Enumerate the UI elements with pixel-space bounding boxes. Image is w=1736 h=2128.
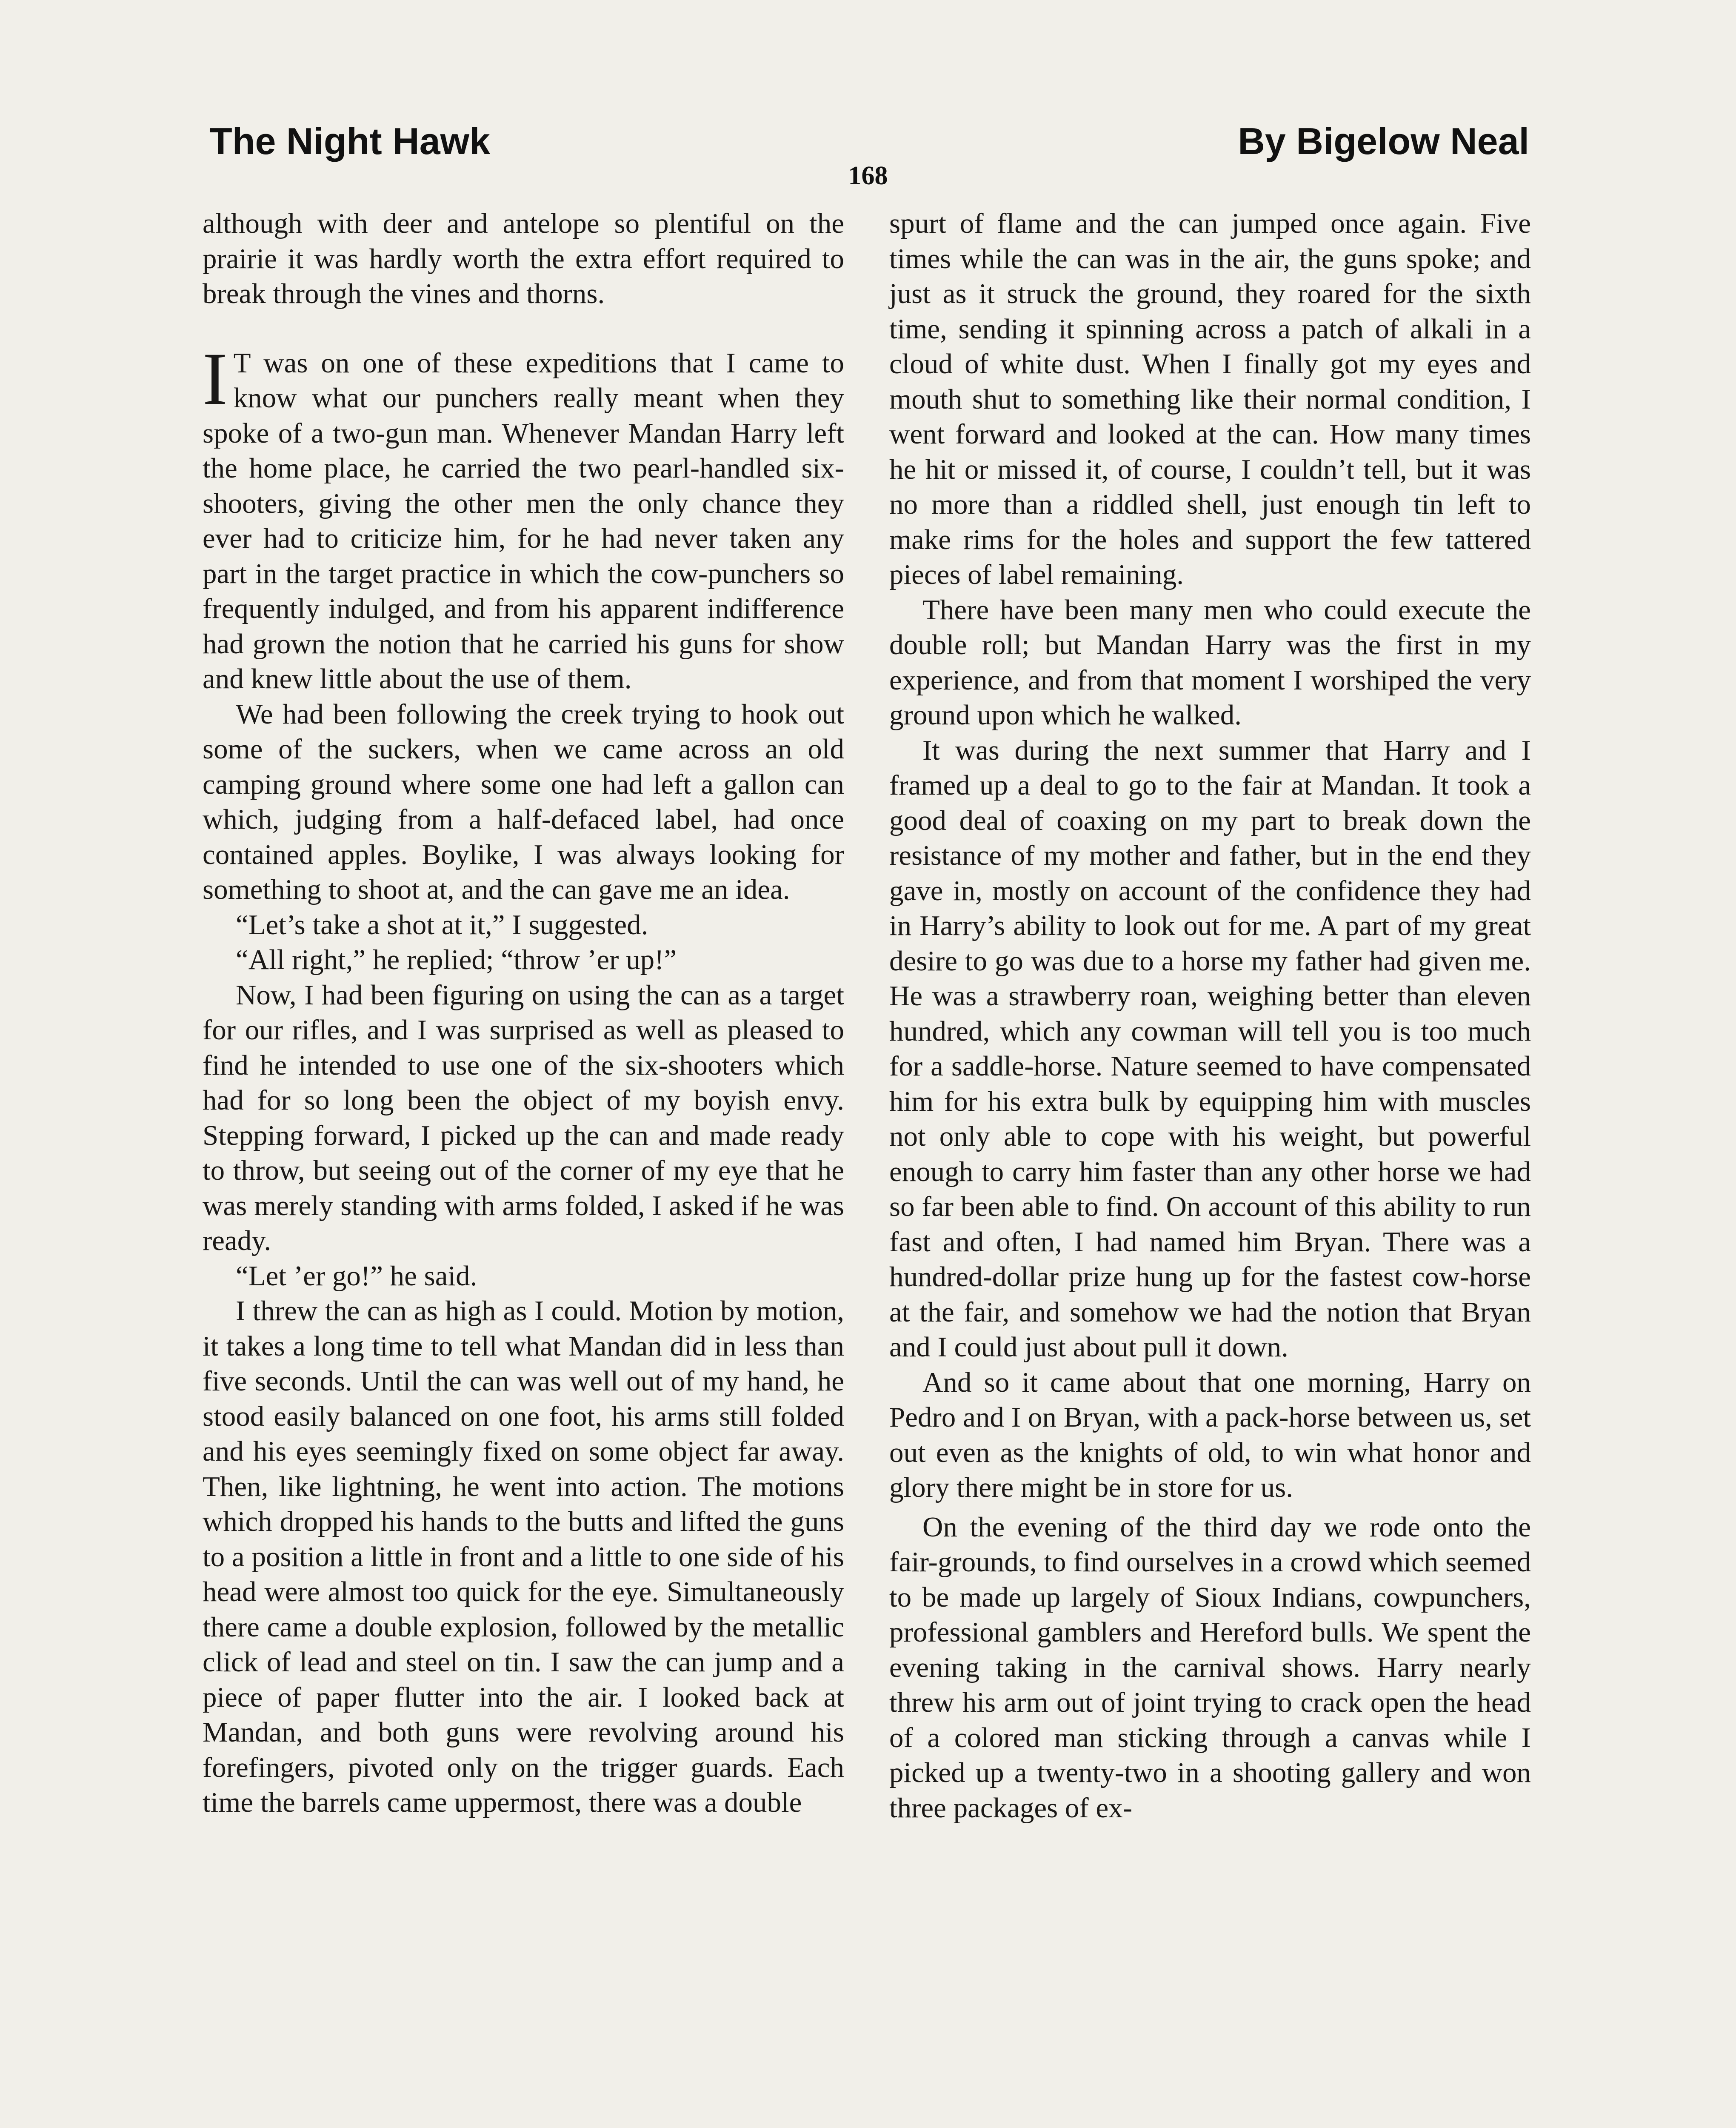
left-column (203, 206, 844, 1820)
paragraph: “All right,” he replied; “throw ’er up!” (236, 944, 677, 975)
paragraph: It was during the next summer that Harry and I framed up a deal to go to the fair at Mandan. It took a good deal of coaxing on my part to break down the resistance of my mother and father, but in the end they gave in, mostly on account of the confidence they had in Harry’s ability to look out for me. A part of my great desire to go was due to a horse my father had given me. He was a strawberry roan, weighing better than eleven hundred, which any cowman will tell you is too much for a saddle-horse. Nature seemed to have compensated him for his extra bulk by equipping him with muscles not only able to cope with his weight, but powerful enough to carry him faster than any other horse we had so far been able to find. On account of this ability to run fast and often, I had named him Bryan. There was a hundred-dollar prize hung up for the fastest cow-horse at the fair, and somehow we had the notion that Bryan and I could just about pull it down. (889, 734, 1531, 1363)
paragraph: spurt of flame and the can jumped once again. Five times while the can was in the air, the guns spoke; and just as it struck the ground, they roared for the sixth time, sending it spinning across a patch of alkali in a cloud of white dust. When I finally got my eyes and mouth shut to something like their normal condition, I went forward and looked at the can. How many times he hit or missed it, of course, I couldn’t tell, but it was no more than a riddled shell, just enough tin left to make rims for the holes and support the few tattered pieces of label remaining. (889, 208, 1531, 590)
paragraph-text: T was on one of these expeditions that I came to know what our punchers really meant when they spoke of a two-gun man. Whenever Mandan Harry left the home place, he carried the two pearl-handled six-shooters, giving the other men the only chance they ever had to criticize him, for he had never taken any part in the target practice in which the cow-punchers so frequently indulged, and from his apparent indifference had grown the notion that he carried his guns for show and knew little about the use of them. (203, 347, 844, 695)
paragraph: Now, I had been figuring on using the can as a target for our rifles, and I was surprised as well as pleased to find he intended to use one of the six-shooters which had for so long been the object of my boyish envy. Stepping forward, I picked up the can and made ready to throw, but seeing out of the corner of my eye that he was merely standing with arms folded, I asked if he was ready. (203, 979, 844, 1256)
paragraph: “Let ’er go!” he said. (236, 1260, 477, 1292)
right-column (889, 206, 1531, 1825)
paragraph: And so it came about that one morning, Harry on Pedro and I on Bryan, with a pack-horse between us, set out even as the knights of old, to win what honor and glory there might be in store for us. (889, 1366, 1531, 1503)
paragraph: On the evening of the third day we rode onto the fair-grounds, to find ourselves in a crowd which seemed to be made up largely of Sioux Indians, cowpunchers, professional gamblers and Hereford bulls. We spent the evening taking in the carnival shows. Harry nearly threw his arm out of joint trying to crack open the head of a colored man sticking through a canvas while I picked up a twenty-two in a shooting gallery and won three packages of ex- (889, 1511, 1531, 1824)
paragraph: We had been following the creek trying to hook out some of the suckers, when we came across an old camping ground where some one had left a gallon can which, judging from a half-defaced label, had once contained apples. Boylike, I was always looking for something to shoot at, and the can gave me an idea. (203, 698, 844, 905)
paragraph: although with deer and antelope so plentiful on the prairie it was hardly worth the extra effort required to break through the vines and thorns. (203, 208, 844, 309)
story-author: By Bigelow Neal (1238, 120, 1529, 162)
page-number: 168 (848, 161, 888, 190)
paragraph (203, 337, 844, 697)
paragraph: There have been many men who could execute the double roll; but Mandan Harry was the first in my experience, and from that moment I worshiped the very ground upon which he walked. (889, 594, 1531, 731)
paragraph: I threw the can as high as I could. Motion by motion, it takes a long time to tell what Mandan did in less than five seconds. Until the can was well out of my hand, he stood easily balanced on one foot, his arms still folded and his eyes seemingly fixed on some object far away. Then, like lightning, he went into action. The motions which dropped his hands to the butts and lifted the guns to a position a little in front and a little to one side of his head were almost too quick for the eye. Simultaneously there came a double explosion, followed by the metallic click of lead and steel on tin. I saw the can jump and a piece of paper flutter into the air. I looked back at Mandan, and both guns were revolving around his forefingers, pivoted only on the trigger guards. Each time the barrels came uppermost, there was a double (203, 1295, 844, 1818)
paragraph: “Let’s take a shot at it,” I suggested. (236, 909, 648, 941)
drop-cap: I (203, 337, 228, 420)
story-title: The Night Hawk (209, 120, 491, 162)
